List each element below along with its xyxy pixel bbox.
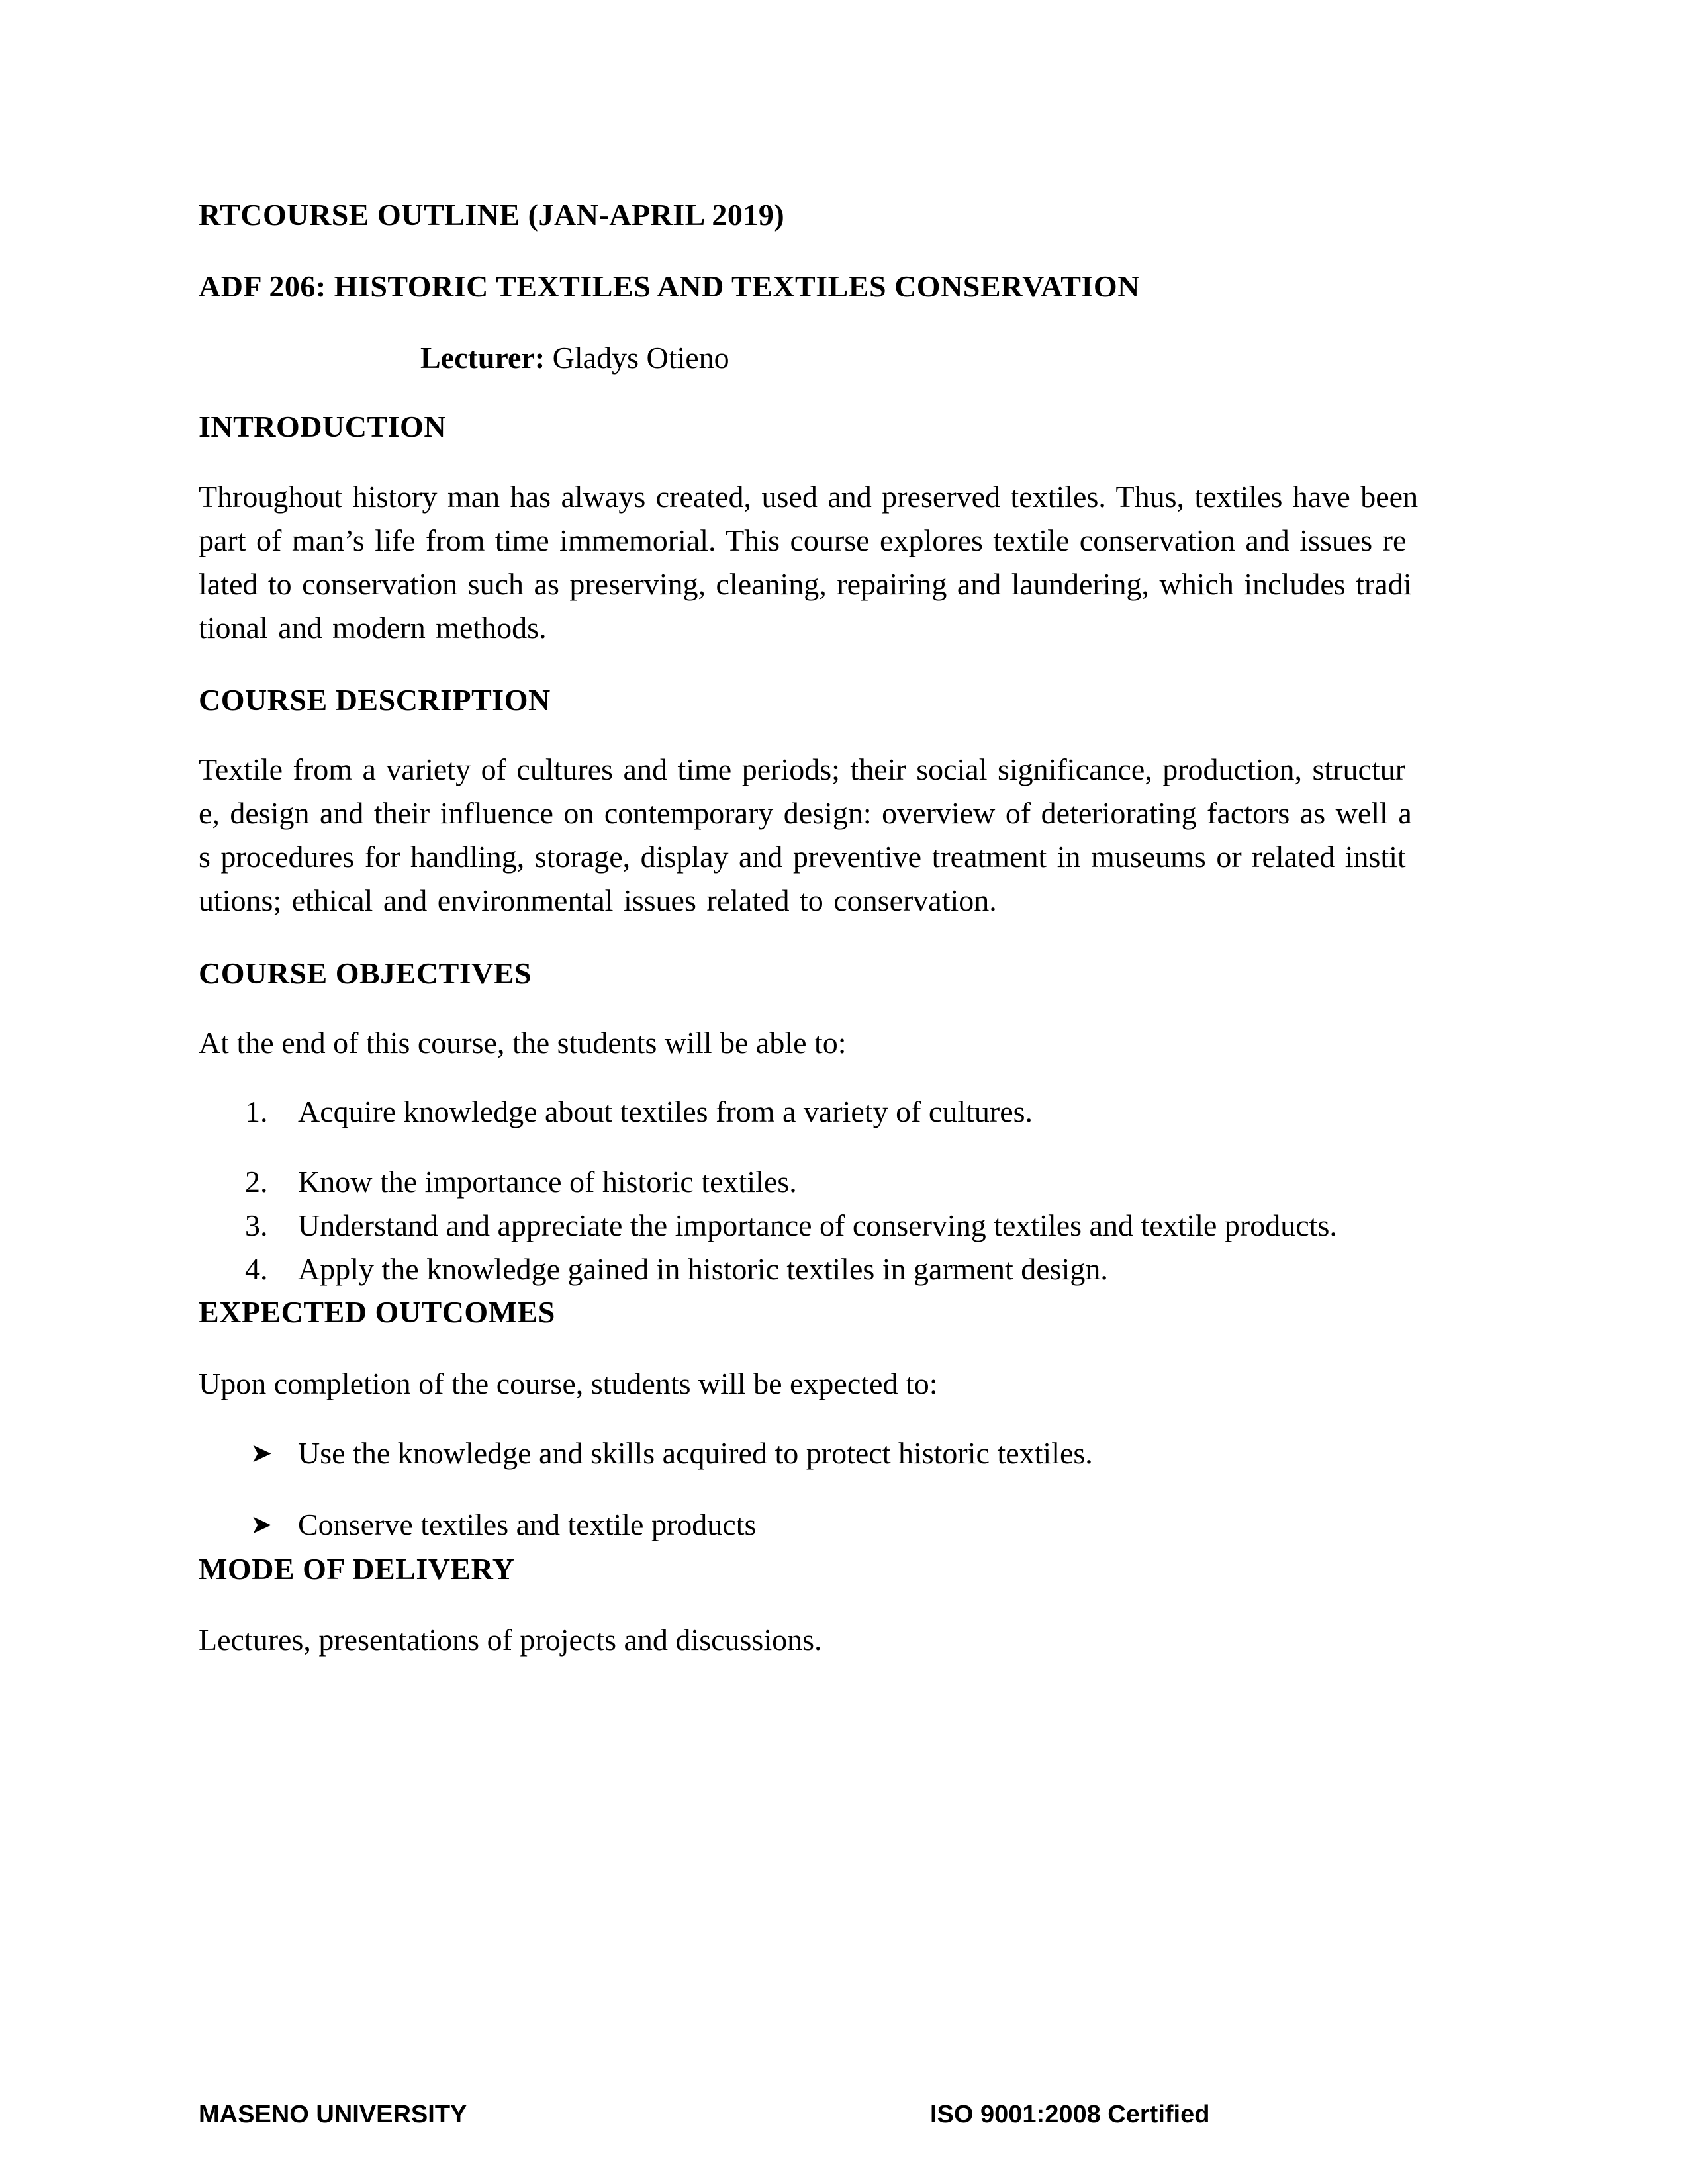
- list-item-text: Apply the knowledge gained in historic textiles in garment design.: [298, 1252, 1108, 1286]
- course-objectives-heading: COURSE OBJECTIVES: [199, 956, 532, 990]
- list-item-text: Know the importance of historic textiles.: [298, 1165, 797, 1199]
- arrow-bullet-icon: ➤: [250, 1510, 273, 1540]
- course-description-paragraph: [199, 748, 1476, 923]
- mode-of-delivery-heading: MODE OF DELIVERY: [199, 1552, 515, 1586]
- list-item: [199, 1432, 1093, 1475]
- objectives-intro: At the end of this course, the students will be able to:: [199, 1026, 847, 1060]
- list-item: [199, 1160, 1337, 1204]
- list-item-text: Understand and appreciate the importance of conserving textiles and textile products.: [298, 1208, 1337, 1242]
- arrow-bullet-icon: ➤: [250, 1438, 273, 1469]
- lecturer-name: Gladys Otieno: [552, 341, 729, 375]
- footer-certification: ISO 9001:2008 Certified: [930, 2101, 1210, 2128]
- paragraph-line: s procedures for handling, storage, display and preventive treatment in museums or related instit: [199, 840, 1406, 874]
- introduction-paragraph: [199, 475, 1476, 650]
- list-item: [199, 1248, 1337, 1291]
- lecturer-label: Lecturer:: [420, 341, 545, 375]
- outcomes-list: [199, 1432, 1093, 1547]
- outcomes-intro: Upon completion of the course, students will be expected to:: [199, 1367, 938, 1400]
- course-title: ADF 206: HISTORIC TEXTILES AND TEXTILES CONSERVATION: [199, 269, 1140, 303]
- delivery-text: Lectures, presentations of projects and discussions.: [199, 1623, 822, 1657]
- paragraph-line: Throughout history man has always created, used and preserved textiles. Thus, textiles have been: [199, 480, 1419, 514]
- list-number: 2.: [245, 1165, 268, 1199]
- list-item: [199, 1503, 1093, 1547]
- list-number: 4.: [245, 1252, 268, 1286]
- expected-outcomes-heading: EXPECTED OUTCOMES: [199, 1295, 555, 1329]
- objectives-list: [199, 1090, 1337, 1291]
- list-item: [199, 1090, 1337, 1134]
- list-item-text: Acquire knowledge about textiles from a variety of cultures.: [298, 1095, 1033, 1128]
- paragraph-line: utions; ethical and environmental issues related to conservation.: [199, 884, 997, 917]
- list-item-text: Use the knowledge and skills acquired to protect historic textiles.: [298, 1436, 1093, 1470]
- paragraph-line: part of man’s life from time immemorial. This course explores textile conservation and issues re: [199, 523, 1407, 557]
- lecturer-line: [420, 336, 729, 380]
- paragraph-line: lated to conservation such as preserving, cleaning, repairing and laundering, which includes tradi: [199, 567, 1412, 601]
- paragraph-line: tional and modern methods.: [199, 611, 547, 645]
- paragraph-line: e, design and their influence on contemporary design: overview of deteriorating factors as well a: [199, 796, 1412, 830]
- paragraph-line: Textile from a variety of cultures and time periods; their social significance, production, structur: [199, 752, 1406, 786]
- list-number: 3.: [245, 1208, 268, 1242]
- course-description-heading: COURSE DESCRIPTION: [199, 683, 551, 717]
- list-number: 1.: [245, 1095, 268, 1128]
- list-item: [199, 1204, 1337, 1248]
- footer-university: MASENO UNIVERSITY: [199, 2101, 467, 2128]
- outline-title: RTCOURSE OUTLINE (JAN-APRIL 2019): [199, 198, 785, 232]
- introduction-heading: INTRODUCTION: [199, 410, 447, 443]
- list-item-text: Conserve textiles and textile products: [298, 1508, 757, 1541]
